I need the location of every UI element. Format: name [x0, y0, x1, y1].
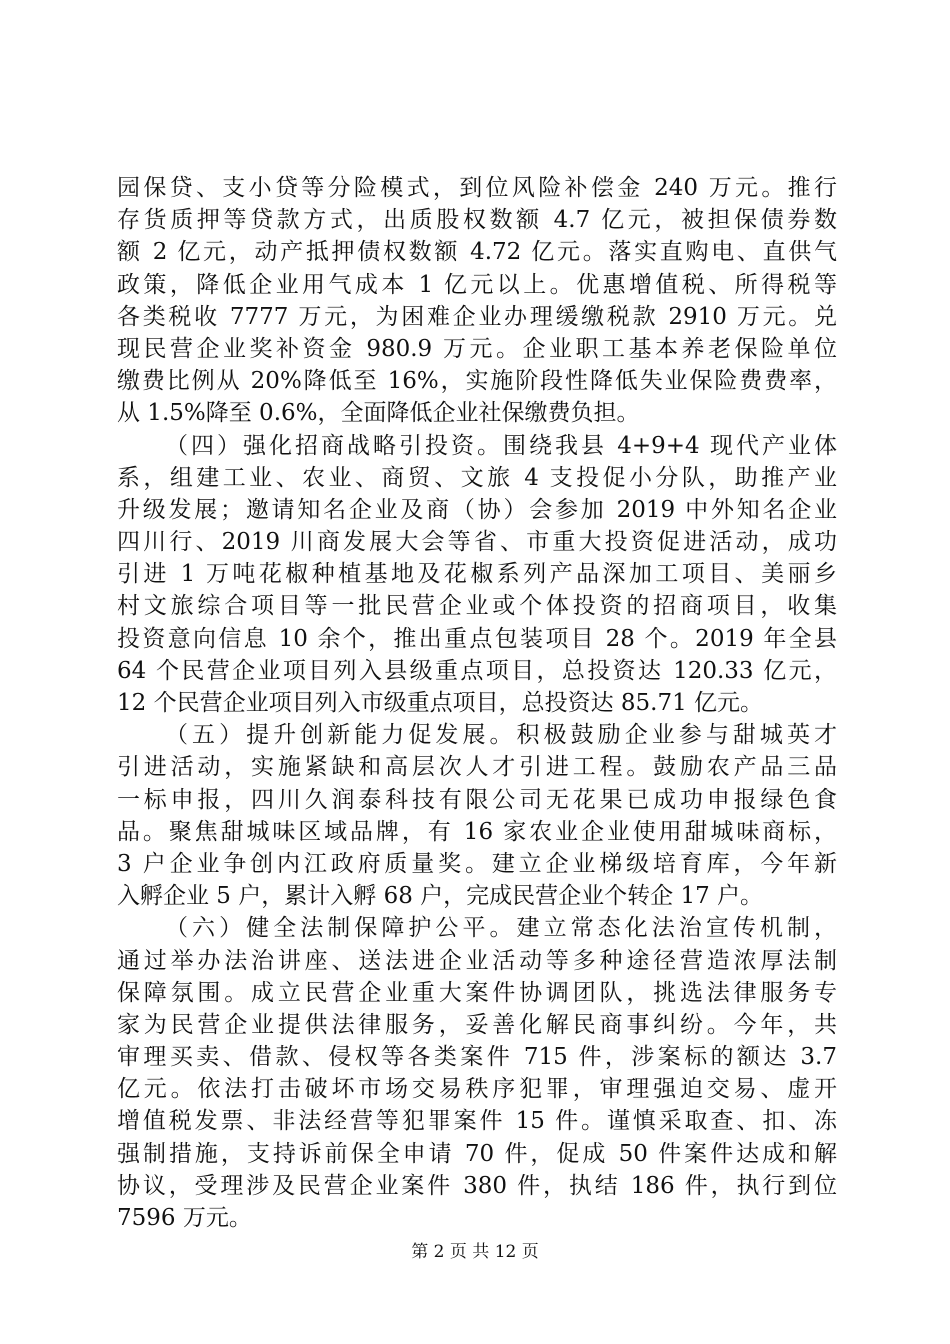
- text-line: 政策，降低企业用气成本 1 亿元以上。优惠增值税、所得税等: [117, 271, 837, 298]
- paragraph-heading-line: （六）健全法制保障护公平。建立常态化法治宣传机制，: [165, 915, 837, 942]
- page-number-footer: 第 2 页 共 12 页: [411, 1242, 539, 1262]
- text-line: 园保贷、支小贷等分险模式，到位风险补偿金 240 万元。推行: [117, 175, 837, 201]
- paragraph-heading-line: （四）强化招商战略引投资。围绕我县 4+9+4 现代产业体: [165, 432, 837, 459]
- text-line: 引进 1 万吨花椒种植基地及花椒系列产品深加工项目、美丽乡: [117, 561, 837, 588]
- text-line: 3 户企业争创内江政府质量奖。建立企业梯级培育库，今年新: [117, 850, 837, 877]
- text-line: 亿元。依法打击破坏市场交易秩序犯罪，审理强迫交易、虚开: [117, 1076, 837, 1103]
- text-line: 7596 万元。: [117, 1205, 252, 1231]
- text-line: 12 个民营企业项目列入市级重点项目，总投资达 85.71 亿元。: [117, 690, 764, 716]
- text-line: 品。聚焦甜城味区域品牌，有 16 家农业企业使用甜城味商标，: [117, 818, 837, 845]
- text-line: 额 2 亿元，动产抵押债权数额 4.72 亿元。落实直购电、直供气: [117, 239, 837, 266]
- text-line: 一标申报，四川久润泰科技有限公司无花果已成功申报绿色食: [117, 786, 837, 813]
- text-line: 入孵企业 5 户，累计入孵 68 户，完成民营企业个转企 17 户。: [117, 883, 764, 910]
- text-line: 各类税收 7777 万元，为困难企业办理缓缴税款 2910 万元。兑: [117, 303, 837, 330]
- document-body: [117, 172, 837, 1234]
- text-line: 通过举办法治讲座、送法进企业活动等多种途径营造浓厚法制: [117, 947, 837, 974]
- text-line: 审理买卖、借款、侵权等各类案件 715 件，涉案标的额达 3.7: [117, 1044, 837, 1071]
- text-line: 从 1.5%降至 0.6%，全面降低企业社保缴费负担。: [117, 400, 640, 427]
- text-line: 保障氛围。成立民营企业重大案件协调团队，挑选法律服务专: [117, 979, 837, 1006]
- text-line: 现民营企业奖补资金 980.9 万元。企业职工基本养老保险单位: [117, 335, 837, 362]
- text-line: 存货质押等贷款方式，出质股权数额 4.7 亿元，被担保债券数: [117, 207, 837, 234]
- text-line: 家为民营企业提供法律服务，妥善化解民商事纠纷。今年，共: [117, 1011, 837, 1038]
- text-line: 投资意向信息 10 余个，推出重点包装项目 28 个。2019 年全县: [117, 625, 837, 652]
- text-line: 增值税发票、非法经营等犯罪案件 15 件。谨慎采取查、扣、冻: [117, 1108, 837, 1135]
- text-line: 协议，受理涉及民营企业案件 380 件，执结 186 件，执行到位: [117, 1172, 837, 1199]
- text-line: 强制措施，支持诉前保全申请 70 件，促成 50 件案件达成和解: [117, 1140, 837, 1167]
- paragraph-heading-line: （五）提升创新能力促发展。积极鼓励企业参与甜城英才: [165, 722, 837, 749]
- text-line: 64 个民营企业项目列入县级重点项目，总投资达 120.33 亿元，: [117, 657, 837, 684]
- text-line: 四川行、2019 川商发展大会等省、市重大投资促进活动，成功: [117, 529, 837, 556]
- text-line: 系，组建工业、农业、商贸、文旅 4 支投促小分队，助推产业: [117, 464, 837, 491]
- text-line: 引进活动，实施紧缺和高层次人才引进工程。鼓励农产品三品: [117, 754, 837, 781]
- text-line: 升级发展；邀请知名企业及商（协）会参加 2019 中外知名企业: [117, 496, 837, 523]
- text-line: 村文旅综合项目等一批民营企业或个体投资的招商项目，收集: [117, 593, 837, 620]
- text-line: 缴费比例从 20%降低至 16%，实施阶段性降低失业保险费费率，: [117, 368, 837, 395]
